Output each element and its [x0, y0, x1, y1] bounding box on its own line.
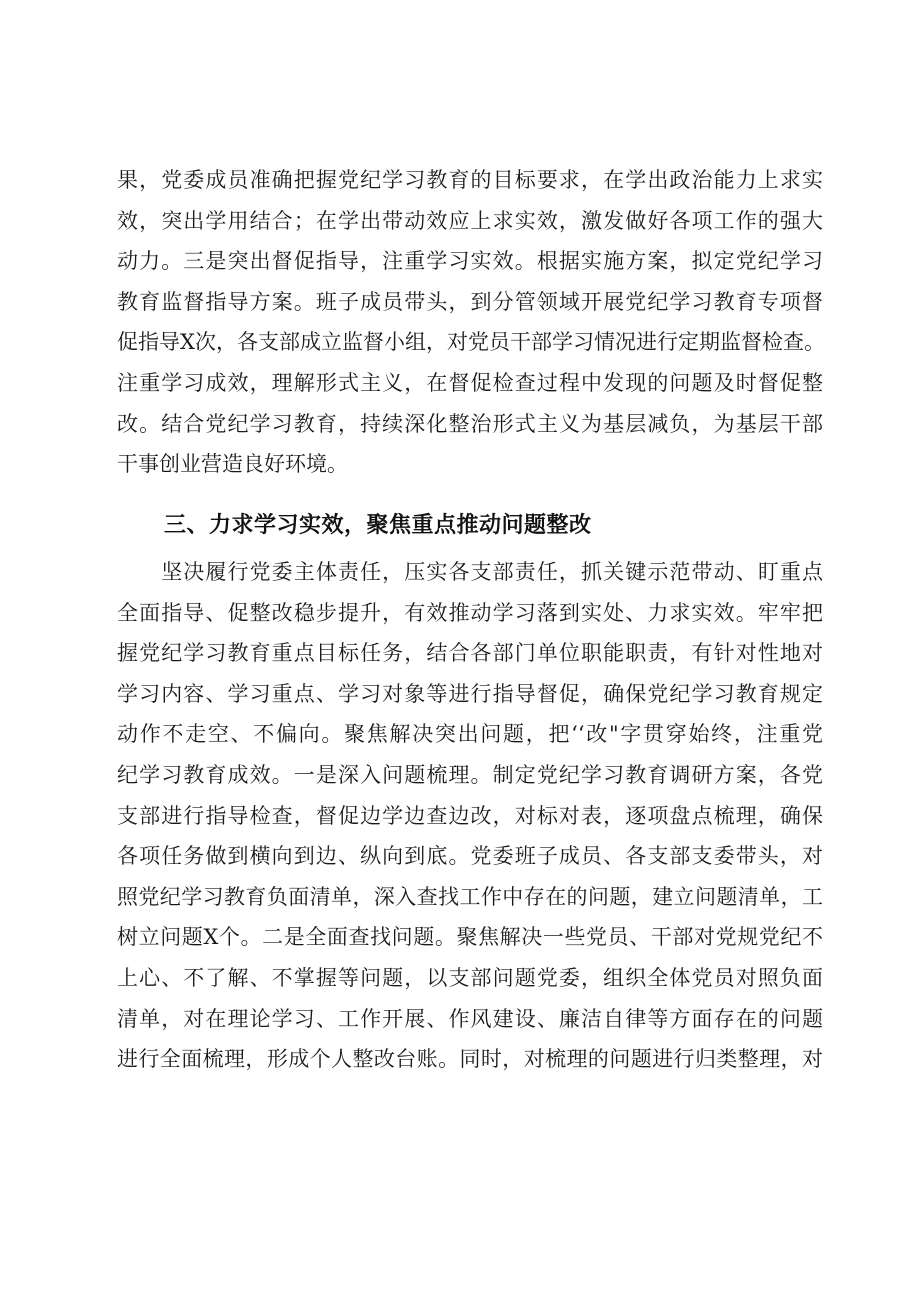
paragraph-line: 树立问题X个。二是全面查找问题。聚焦解决一些党员、干部对党规党纪不: [117, 925, 823, 950]
paragraph-line: 纪学习教育成效。一是深入问题梳理。制定党纪学习教育调研方案，各党: [117, 762, 823, 787]
paragraph-2: [117, 552, 823, 1080]
paragraph-line: 上心、不了解、不掌握等问题，以支部问题党委，组织全体党员对照负面: [117, 965, 823, 990]
paragraph-line: 进行全面梳理，形成个人整改台账。同时，对梳理的问题进行归类整理，对: [117, 1047, 823, 1072]
paragraph-line: 学习内容、学习重点、学习对象等进行指导督促，确保党纪学习教育规定: [117, 681, 823, 706]
paragraph-line: 效，突出学用结合；在学出带动效应上求实效，激发做好各项工作的强大: [117, 208, 823, 233]
paragraph-line: 清单，对在理论学习、工作开展、作风建设、廉洁自律等方面存在的问题: [117, 1006, 823, 1031]
paragraph-line: 动力。三是突出督促指导，注重学习实效。根据实施方案，拟定党纪学习: [117, 249, 823, 274]
paragraph-line: 握党纪学习教育重点目标任务，结合各部门单位职能职责，有针对性地对: [117, 641, 823, 666]
section-heading: 三、力求学习实效，聚焦重点推动问题整改: [164, 513, 592, 538]
paragraph-1: [117, 160, 823, 485]
paragraph-line: 果，党委成员准确把握党纪学习教育的目标要求，在学出政治能力上求实: [117, 168, 823, 192]
paragraph-line: 改。结合党纪学习教育，持续深化整治形式主义为基层减负，为基层干部: [117, 411, 823, 436]
paragraph-line: 全面指导、促整改稳步提升，有效推动学习落到实处、力求实效。牢牢把: [117, 600, 823, 625]
paragraph-line: 促指导X次，各支部成立监督小组，对党员干部学习情况进行定期监督检查。: [117, 330, 825, 355]
paragraph-line: 教育监督指导方案。班子成员带头，到分管领域开展党纪学习教育专项督: [117, 289, 823, 314]
paragraph-line: 注重学习成效，理解形式主义，在督促检查过程中发现的问题及时督促整: [117, 370, 823, 395]
paragraph-line: 支部进行指导检查，督促边学边查边改，对标对表，逐项盘点梳理，确保: [117, 803, 823, 828]
paragraph-line: 坚决履行党委主体责任，压实各支部责任，抓关键示范带动、盯重点: [117, 560, 823, 584]
paragraph-line: 干事创业营造良好环境。: [117, 452, 348, 477]
paragraph-line: 各项任务做到横向到边、纵向到底。党委班子成员、各支部支委带头，对: [117, 844, 823, 869]
paragraph-line: 照党纪学习教育负面清单，深入查找工作中存在的问题，建立问题清单，工: [117, 884, 823, 909]
paragraph-line: 动作不走空、不偏向。聚焦解决突出问题，把‘‘改"字贯穿始终，注重党: [117, 722, 823, 747]
